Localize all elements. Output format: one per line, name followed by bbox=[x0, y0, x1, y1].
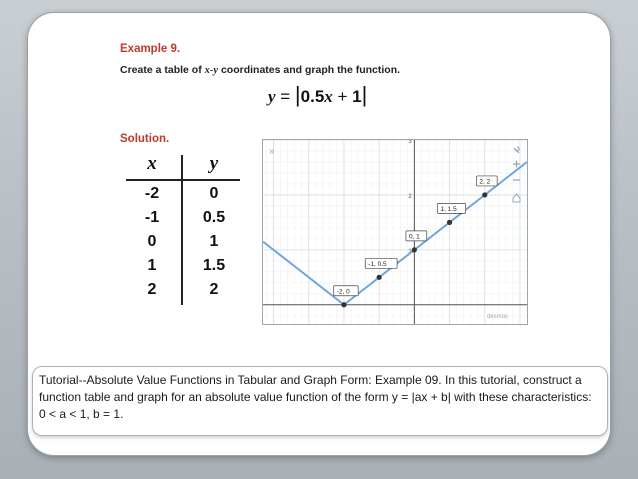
caption-bar: Tutorial--Absolute Value Functions in Tabular and Graph Form: Example 09. In this tutorial, construct a function table and graph for an absolute value function of the form y = |ax + b| with these characteristics: 0 < a < 1, b = 1. bbox=[33, 367, 607, 435]
table-header-x: x bbox=[147, 153, 157, 174]
eq-abs-close: | bbox=[361, 82, 368, 107]
example-prompt bbox=[120, 64, 400, 76]
y-tick-label: 1 bbox=[408, 248, 412, 255]
y-tick-label: 2 bbox=[408, 193, 412, 200]
table-cell: 0.5 bbox=[202, 209, 226, 226]
eq-plus: + bbox=[332, 87, 353, 106]
table-cell: 1 bbox=[147, 257, 157, 274]
eq-equals: = bbox=[275, 87, 295, 106]
point-label: -2, 0 bbox=[336, 288, 350, 296]
table-cell: 1.5 bbox=[202, 257, 226, 274]
eq-abs-open: | bbox=[294, 82, 301, 107]
graph-panel[interactable] bbox=[262, 139, 528, 325]
table-cell: 0 bbox=[147, 233, 157, 250]
eq-coefficient: 0.5 bbox=[300, 87, 325, 106]
table-cell: 1 bbox=[209, 233, 219, 250]
plus-icon[interactable] bbox=[513, 161, 520, 168]
prompt-vars: x-y bbox=[204, 65, 219, 76]
data-point bbox=[341, 302, 346, 307]
table-divider-vertical bbox=[181, 155, 183, 305]
table-divider-horizontal bbox=[126, 179, 240, 181]
eq-variable: x bbox=[324, 87, 333, 106]
eq-constant: 1 bbox=[352, 87, 362, 106]
data-point bbox=[377, 275, 382, 280]
solution-title: Solution. bbox=[120, 133, 170, 145]
point-label: 0, 1 bbox=[408, 233, 420, 241]
xy-table bbox=[124, 153, 228, 313]
table-cell: 0 bbox=[209, 185, 219, 202]
prompt-start: Create a table of bbox=[120, 64, 205, 76]
table-header-y: y bbox=[209, 153, 219, 174]
data-point bbox=[447, 220, 452, 225]
expand-icon[interactable]: » bbox=[269, 146, 275, 157]
y-tick-label: 3 bbox=[408, 140, 412, 145]
example-title: Example 9. bbox=[120, 43, 181, 55]
point-label: 1, 1.5 bbox=[440, 205, 457, 213]
table-cell: -1 bbox=[144, 209, 160, 226]
table-cell: 2 bbox=[147, 281, 157, 298]
graph-svg bbox=[263, 140, 527, 324]
point-label: 2, 2 bbox=[479, 178, 491, 186]
table-cell: -2 bbox=[144, 185, 160, 202]
eq-lhs: y bbox=[268, 87, 276, 106]
data-point bbox=[482, 192, 487, 197]
data-point bbox=[412, 247, 417, 252]
function-equation bbox=[268, 82, 367, 108]
table-cell: 2 bbox=[209, 281, 219, 298]
prompt-end: coordinates and graph the function. bbox=[218, 64, 401, 76]
wrench-icon[interactable] bbox=[514, 147, 519, 153]
point-label: -1, 0.5 bbox=[368, 260, 387, 268]
watermark-text: desmos bbox=[487, 314, 509, 320]
